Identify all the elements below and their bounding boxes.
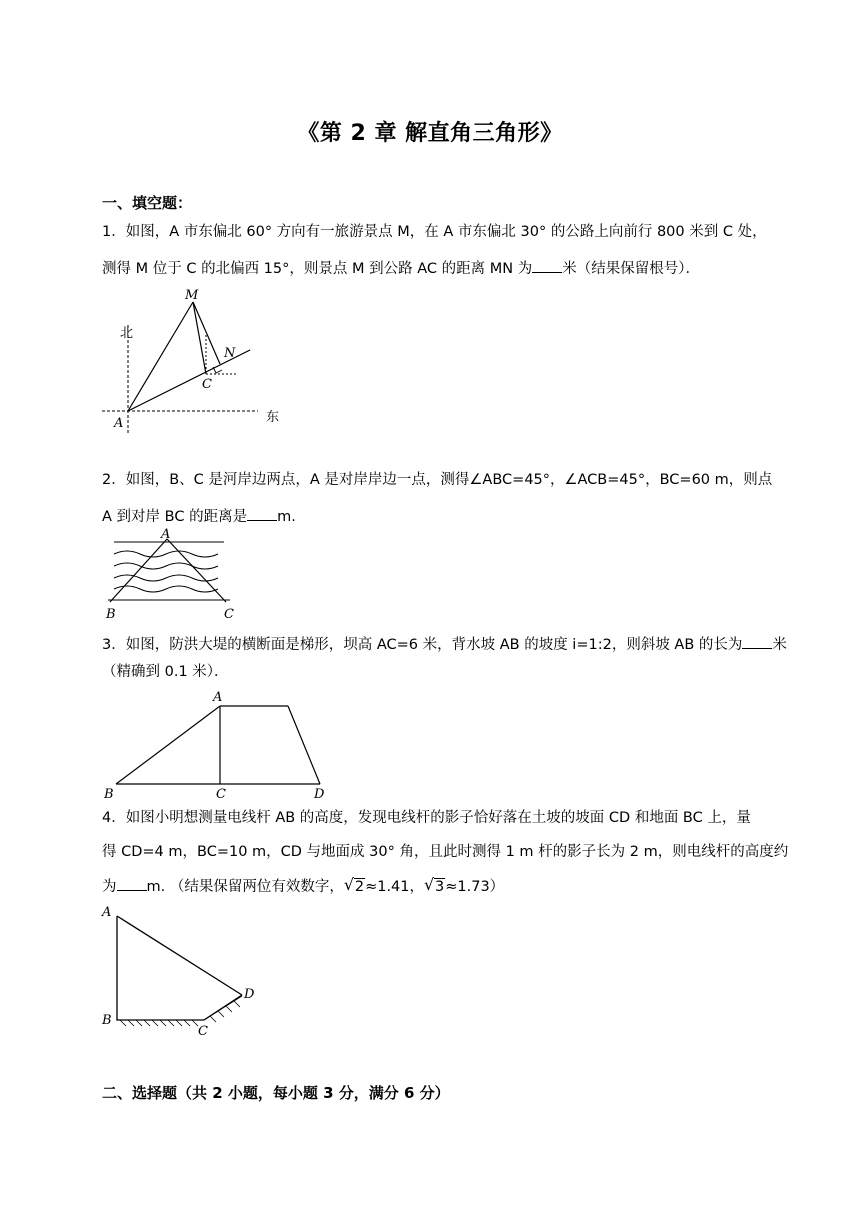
label-north: 北 xyxy=(120,326,134,341)
q4-line-2: 得 CD=4 m，BC=10 m，CD 与地面成 30° 角，且此时测得 1 m 杆的影子长为 2 m，则电线杆的高度约 xyxy=(102,844,789,860)
label-N: N xyxy=(224,346,236,361)
label-B: B xyxy=(106,607,116,622)
q2-text-a: A 到对岸 BC 的距离是 xyxy=(102,509,248,525)
label-A: A xyxy=(161,528,171,542)
label-D: D xyxy=(314,787,325,800)
q3-text-b: 米 xyxy=(772,637,787,653)
sqrt-2 xyxy=(344,877,365,897)
q2-line-1: 2．如图，B、C 是河岸边两点，A 是对岸岸边一点，测得∠ABC=45°，∠ACB=45°，BC=60 m，则点 xyxy=(102,472,773,488)
label-east: 东 xyxy=(266,410,280,425)
q4-approx-2: ≈1.41， xyxy=(365,879,425,895)
section-heading-fill-in: 一、填空题： xyxy=(102,194,193,212)
q1-text-a: 测得 M 位于 C 的北偏西 15°，则景点 M 到公路 AC 的距离 MN 为 xyxy=(102,261,533,277)
sqrt-3 xyxy=(424,877,445,897)
sqrt-2-radicand: 2 xyxy=(354,879,365,895)
label-A: A xyxy=(213,690,223,705)
sqrt-3-radicand: 3 xyxy=(435,879,445,895)
label-C: C xyxy=(198,1024,208,1038)
q4-line-3 xyxy=(102,876,504,897)
section-heading-multiple-choice: 二、选择题（共 2 小题，每小题 3 分，满分 6 分） xyxy=(102,1084,450,1102)
q2-figure xyxy=(100,528,240,622)
q4-figure xyxy=(100,902,270,1038)
page-title: 《第 2 章 解直角三角形》 xyxy=(297,121,563,146)
label-C: C xyxy=(202,377,212,392)
q1-text-b: 米（结果保留根号）． xyxy=(562,261,700,277)
label-C: C xyxy=(216,787,226,800)
label-C: C xyxy=(224,607,234,622)
q3-figure xyxy=(100,688,340,800)
q1-line-1: 1．如图，A 市东偏北 60° 方向有一旅游景点 M，在 A 市东偏北 30° 的公路上向前行 800 米到 C 处， xyxy=(102,224,767,240)
q4-text-b: m. （结果保留两位有效数字， xyxy=(146,879,344,895)
q4-text-a: 为 xyxy=(102,879,117,895)
q3-text-a: 3．如图，防洪大堤的横断面是梯形，坝高 AC=6 米，背水坡 AB 的坡度 i=1:2，则斜坡 AB 的长为 xyxy=(102,637,743,653)
q2-answer-blank xyxy=(247,506,277,521)
q1-answer-blank xyxy=(532,258,562,273)
label-D: D xyxy=(244,987,255,1002)
label-M: M xyxy=(185,288,199,303)
q2-line-2 xyxy=(102,506,296,527)
q1-line-2 xyxy=(102,258,700,279)
q3-line-1 xyxy=(102,634,787,655)
label-B: B xyxy=(104,787,114,800)
q4-line-1: 4．如图小明想测量电线杆 AB 的高度，发现电线杆的影子恰好落在土坡的坡面 CD 和地面 BC 上，量 xyxy=(102,810,751,826)
q1-figure xyxy=(100,285,300,435)
q4-answer-blank xyxy=(117,876,147,891)
q4-approx-3: ≈1.73） xyxy=(445,879,505,895)
q3-line-2: （精确到 0.1 米）． xyxy=(102,664,229,680)
label-A: A xyxy=(102,905,112,920)
label-B: B xyxy=(102,1013,112,1028)
q3-answer-blank xyxy=(742,634,772,649)
label-A: A xyxy=(114,416,124,431)
q2-text-b: m. xyxy=(277,509,296,525)
